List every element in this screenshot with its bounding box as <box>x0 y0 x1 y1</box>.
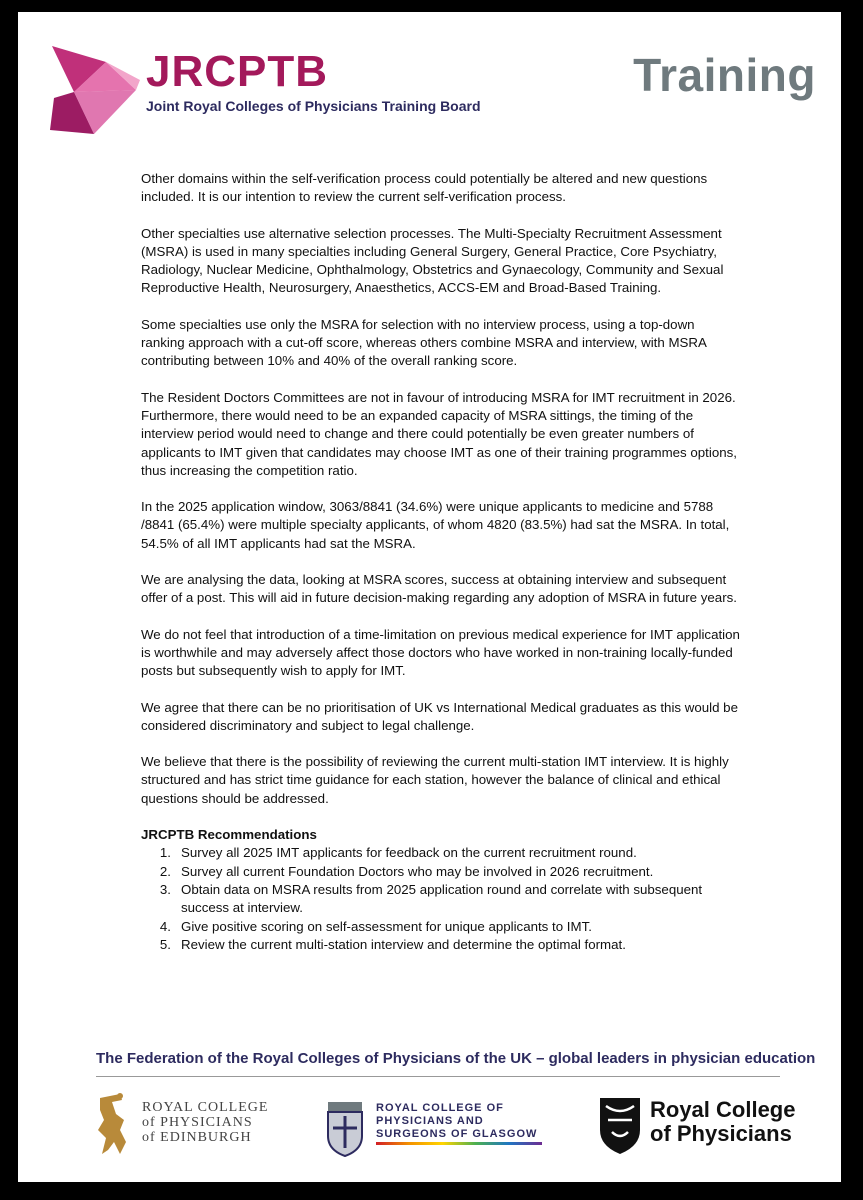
list-item <box>141 863 741 881</box>
federation-tagline: The Federation of the Royal Colleges of Physicians of the UK – global leaders in physician education <box>96 1050 816 1067</box>
list-number: 5. <box>159 936 171 952</box>
list-item <box>141 844 741 862</box>
list-text: Review the current multi-station interview and determine the optimal format. <box>181 936 626 952</box>
rcpe-line: of EDINBURGH <box>142 1130 252 1145</box>
brand-subtitle: Joint Royal Colleges of Physicians Training Board <box>146 98 481 114</box>
paragraph: We do not feel that introduction of a time-limitation on previous medical experience for IMT application is worthwhile and may adversely affect those doctors who have worked in non-training locally-funded posts but subsequently wish to apply for IMT. <box>141 626 740 679</box>
rcpe-line: ROYAL COLLEGE <box>142 1100 269 1115</box>
recommendations-list <box>141 844 741 954</box>
recommendations-title: JRCPTB Recommendations <box>141 827 317 843</box>
paragraph: In the 2025 application window, 3063/8841 (34.6%) were unique applicants to medicine and 5788 /8841 (65.4%) were multiple specialty applicants, of whom 4820 (83.5%) had sat the MSRA. In total, 54.5% of all IMT applicants had sat the MSRA. <box>141 499 730 551</box>
paragraph: We are analysing the data, looking at MSRA scores, success at obtaining interview and subsequent offer of a post. This will aid in future decision-making regarding any adoption of MSRA in future years. <box>141 572 737 606</box>
list-text: Survey all current Foundation Doctors who may be involved in 2026 recruitment. <box>181 863 654 879</box>
footer-divider <box>96 1076 780 1077</box>
paragraph: Some specialties use only the MSRA for selection with no interview process, using a top-down ranking approach with a cut-off score, whereas others combine MSRA and interview, with MSRA contributing between 10% and 40% of the overall ranking score. <box>141 316 707 369</box>
paragraph: We believe that there is the possibility of reviewing the current multi-station IMT interview. It is highly structured and has strict time guidance for each station, however the balance of clinical and ethical questions should be addressed. <box>141 754 729 806</box>
rcpe-crest-icon <box>90 1090 136 1158</box>
list-number: 2. <box>159 863 171 879</box>
list-item <box>141 918 741 936</box>
training-title: Training <box>633 49 816 101</box>
brand-name: JRCPTB <box>146 47 329 96</box>
jrcptb-logo-icon <box>44 40 144 140</box>
paragraph: We agree that there can be no prioritisation of UK vs International Medical graduates as this would be considered discriminatory and subject to legal challenge. <box>141 699 738 733</box>
list-text: Give positive scoring on self-assessment for unique applicants to IMT. <box>181 918 592 934</box>
document-body <box>141 170 741 954</box>
document-page <box>18 12 841 1182</box>
rcpsg-line: PHYSICIANS AND <box>376 1115 484 1127</box>
rcp-line: of Physicians <box>650 1121 792 1146</box>
rcpsg-line: ROYAL COLLEGE OF <box>376 1102 504 1114</box>
rcp-shield-icon <box>596 1094 644 1156</box>
list-item <box>141 936 741 954</box>
list-text: Obtain data on MSRA results from 2025 application round and correlate with subsequent success at interview. <box>181 881 703 916</box>
rcpe-line: of PHYSICIANS <box>142 1115 253 1130</box>
list-number: 3. <box>159 881 171 897</box>
paragraph: Other domains within the self-verification process could potentially be altered and new questions included. It is our intention to review the current self-verification process. <box>141 171 708 205</box>
paragraph: Other specialties use alternative selection processes. The Multi-Specialty Recruitment Assessment (MSRA) is used in many specialties including General Surgery, General Practice, Core Psychiatry, Radiology, Nuclear Medicine, Ophthalmology, Obstetrics and Gynaecology, Community and Sexual Reproductive Health, Neurosurgery, Anaesthetics, ACCS-EM and Broad-Based Training. <box>141 225 724 296</box>
paragraph: The Resident Doctors Committees are not in favour of introducing MSRA for IMT recruitment in 2026. Furthermore, there would need to be an expanded capacity of MSRA sittings, the timing of the interview period would need to change and there could potentially be even greater numbers of applicants to IMT given that candidates may choose IMT as one of their training programmes options, thus increasing the competition ratio. <box>141 389 737 478</box>
rcpe-logo <box>90 1090 290 1162</box>
rcpsg-logo <box>320 1098 550 1162</box>
list-number: 1. <box>159 845 171 861</box>
rcpsg-crest-icon <box>320 1098 370 1160</box>
rcp-logo <box>596 1094 796 1166</box>
rcpsg-line: SURGEONS OF GLASGOW <box>376 1128 538 1140</box>
list-number: 4. <box>159 918 171 934</box>
list-text: Survey all 2025 IMT applicants for feedback on the current recruitment round. <box>181 845 637 861</box>
rcp-line: Royal College <box>650 1097 796 1122</box>
rainbow-bar <box>376 1142 542 1145</box>
list-item <box>141 881 741 918</box>
